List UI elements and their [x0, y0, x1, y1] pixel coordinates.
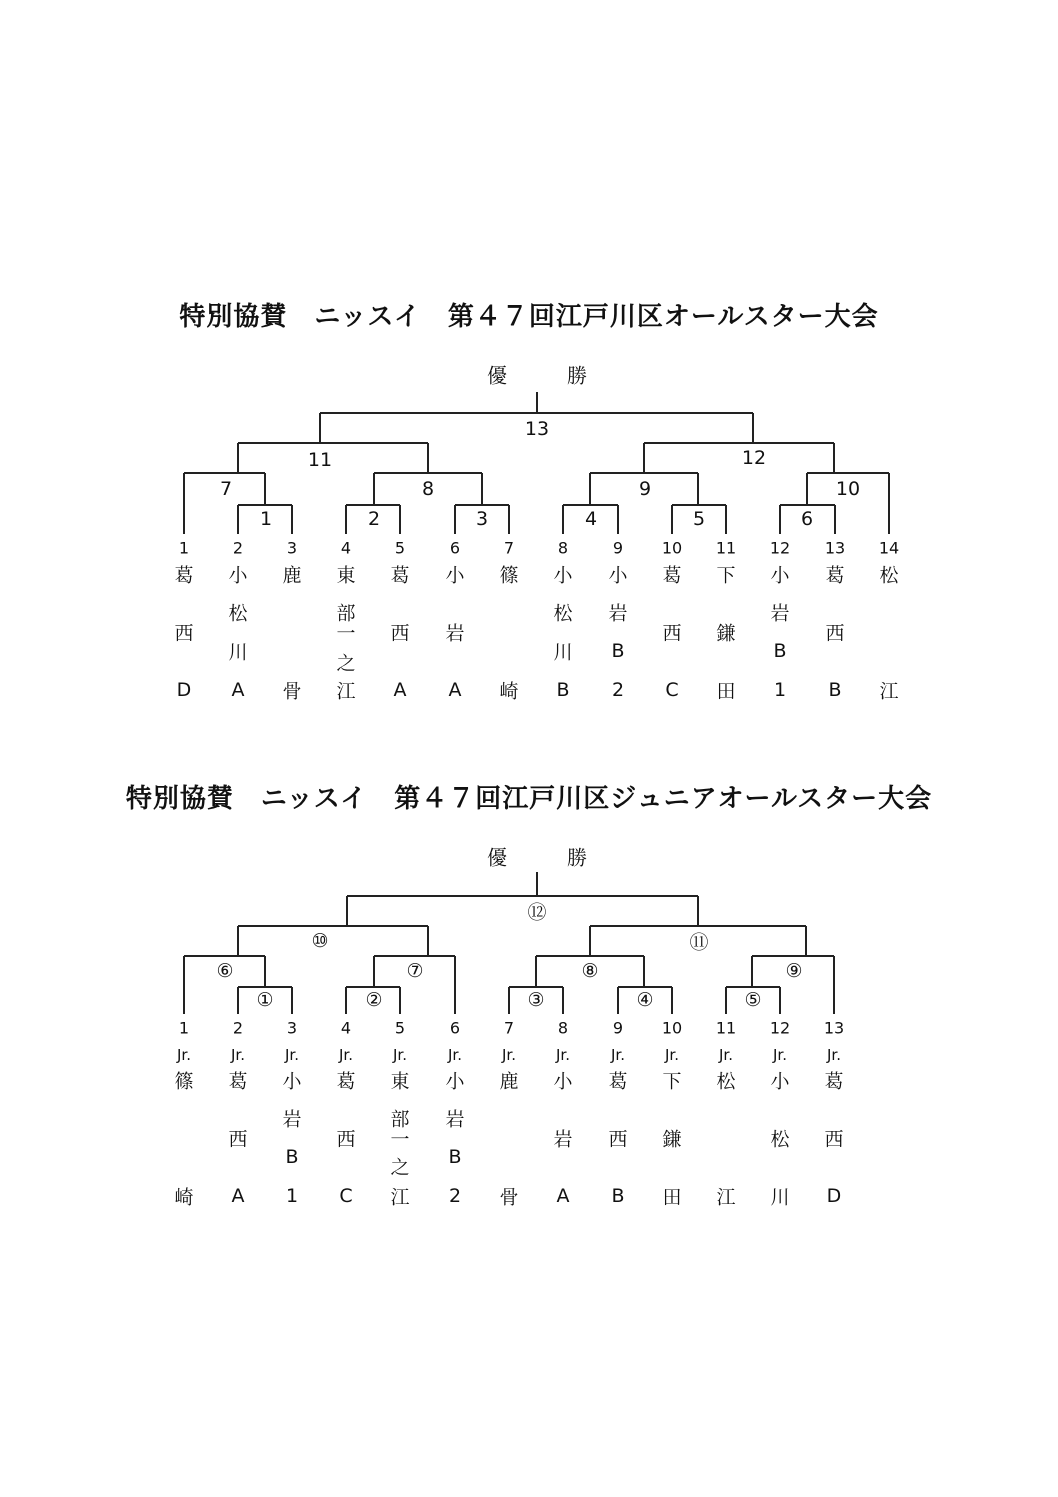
team-name-char: 鎌	[662, 1128, 682, 1151]
team-name-char: 川	[228, 641, 248, 664]
team-name-char: A	[393, 679, 407, 701]
team-jr-prefix: Jr.	[231, 1046, 245, 1064]
team-name-char: A	[448, 679, 462, 701]
match-number: ⑦	[406, 960, 424, 982]
team-name-char: 西	[662, 622, 682, 645]
team-seed-number: 6	[449, 538, 461, 558]
team-name-char: 松	[716, 1070, 736, 1093]
team-seed-number: 4	[340, 538, 352, 558]
team-name-char: B	[556, 679, 570, 701]
team-name-char: 2	[611, 679, 625, 701]
match-number: 3	[475, 508, 489, 530]
team-name-char: 東	[336, 564, 356, 587]
match-number: ①	[256, 989, 274, 1011]
team-name-char: 一	[336, 622, 356, 645]
team-name-char: 1	[773, 679, 787, 701]
team-name-char: B	[448, 1146, 462, 1168]
team-seed-number: 6	[449, 1018, 461, 1038]
team-name-char: 田	[716, 680, 736, 703]
team-name-char: 西	[228, 1128, 248, 1151]
team-name-char: 葛	[824, 1070, 844, 1093]
team-name-char: 西	[336, 1128, 356, 1151]
senior-tournament-title: 特別協賛 ニッスイ 第４７回江戸川区オールスター大会	[179, 302, 879, 332]
match-number: 11	[307, 449, 333, 471]
match-number: ②	[365, 989, 383, 1011]
team-jr-prefix: Jr.	[339, 1046, 353, 1064]
team-name-char: 葛	[825, 564, 845, 587]
team-name-char: 一	[390, 1128, 410, 1151]
team-name-char: A	[231, 1185, 245, 1207]
team-name-char: B	[611, 640, 625, 662]
match-number: ⑧	[581, 960, 599, 982]
match-number: 7	[219, 478, 233, 500]
team-seed-number: 8	[557, 1018, 569, 1038]
team-jr-prefix: Jr.	[393, 1046, 407, 1064]
team-name-char: 西	[824, 1128, 844, 1151]
team-name-char: 江	[390, 1186, 410, 1209]
team-seed-number: 10	[661, 538, 683, 558]
team-name-char: 岩	[770, 602, 790, 625]
team-name-char: 小	[445, 564, 465, 587]
team-name-char: D	[826, 1185, 842, 1207]
team-name-char: 西	[390, 622, 410, 645]
team-jr-prefix: Jr.	[665, 1046, 679, 1064]
team-jr-prefix: Jr.	[177, 1046, 191, 1064]
team-name-char: 部	[336, 602, 356, 625]
match-number: ⑥	[216, 960, 234, 982]
team-name-char: 骨	[282, 680, 302, 703]
winner-label-right: 勝	[567, 845, 587, 870]
team-name-char: 小	[608, 564, 628, 587]
team-name-char: B	[828, 679, 842, 701]
team-seed-number: 13	[824, 538, 846, 558]
team-name-char: 小	[553, 1070, 573, 1093]
team-name-char: 鎌	[716, 622, 736, 645]
team-name-char: A	[231, 679, 245, 701]
team-name-char: 川	[770, 1186, 790, 1209]
team-name-char: 松	[879, 564, 899, 587]
team-name-char: 川	[553, 641, 573, 664]
match-number: 4	[584, 508, 598, 530]
team-name-char: C	[665, 679, 679, 701]
team-name-char: 葛	[174, 564, 194, 587]
team-seed-number: 9	[612, 538, 624, 558]
team-seed-number: 8	[557, 538, 569, 558]
team-name-char: 篠	[174, 1070, 194, 1093]
team-name-char: 田	[662, 1186, 682, 1209]
team-name-char: 骨	[499, 1186, 519, 1209]
team-name-char: C	[339, 1185, 353, 1207]
team-seed-number: 13	[823, 1018, 845, 1038]
team-jr-prefix: Jr.	[611, 1046, 625, 1064]
team-name-char: 葛	[336, 1070, 356, 1093]
match-number: 10	[835, 478, 861, 500]
team-seed-number: 3	[286, 1018, 298, 1038]
match-number: ⑩	[311, 930, 329, 952]
team-name-char: 葛	[228, 1070, 248, 1093]
match-number: ③	[527, 989, 545, 1011]
team-jr-prefix: Jr.	[556, 1046, 570, 1064]
match-number: 8	[421, 478, 435, 500]
team-seed-number: 14	[878, 538, 900, 558]
team-jr-prefix: Jr.	[719, 1046, 733, 1064]
team-name-char: 松	[553, 602, 573, 625]
team-name-char: 小	[228, 564, 248, 587]
team-name-char: 岩	[445, 1108, 465, 1131]
match-number: ⑪	[689, 931, 709, 954]
team-seed-number: 1	[178, 538, 190, 558]
team-jr-prefix: Jr.	[827, 1046, 841, 1064]
team-name-char: 松	[770, 1128, 790, 1151]
match-number: 5	[692, 508, 706, 530]
team-name-char: D	[176, 679, 192, 701]
team-name-char: 西	[174, 622, 194, 645]
team-name-char: 部	[390, 1108, 410, 1131]
team-name-char: 下	[662, 1070, 682, 1093]
team-name-char: 小	[282, 1070, 302, 1093]
match-number: ④	[636, 989, 654, 1011]
team-seed-number: 5	[394, 1018, 406, 1038]
team-seed-number: 5	[394, 538, 406, 558]
team-name-char: 岩	[553, 1128, 573, 1151]
match-number: 6	[800, 508, 814, 530]
team-name-char: 東	[390, 1070, 410, 1093]
winner-label-left: 優	[487, 845, 507, 870]
team-name-char: 江	[336, 680, 356, 703]
team-jr-prefix: Jr.	[448, 1046, 462, 1064]
team-seed-number: 11	[715, 1018, 737, 1038]
winner-label-left: 優	[487, 363, 507, 388]
team-seed-number: 2	[232, 538, 244, 558]
team-name-char: 岩	[282, 1108, 302, 1131]
team-seed-number: 4	[340, 1018, 352, 1038]
team-seed-number: 12	[769, 1018, 791, 1038]
team-name-char: B	[285, 1146, 299, 1168]
team-name-char: 小	[553, 564, 573, 587]
team-name-char: 江	[879, 680, 899, 703]
team-name-char: 西	[608, 1128, 628, 1151]
winner-label-right: 勝	[567, 363, 587, 388]
team-name-char: 岩	[608, 602, 628, 625]
match-number: 2	[367, 508, 381, 530]
match-number: ⑫	[527, 901, 547, 924]
team-name-char: 篠	[499, 564, 519, 587]
team-name-char: B	[773, 640, 787, 662]
team-name-char: 之	[390, 1156, 410, 1179]
team-seed-number: 1	[178, 1018, 190, 1038]
team-seed-number: 7	[503, 538, 515, 558]
team-name-char: 1	[285, 1185, 299, 1207]
team-name-char: 岩	[445, 622, 465, 645]
team-name-char: A	[556, 1185, 570, 1207]
team-jr-prefix: Jr.	[773, 1046, 787, 1064]
team-name-char: 葛	[390, 564, 410, 587]
team-seed-number: 7	[503, 1018, 515, 1038]
junior-tournament-title: 特別協賛 ニッスイ 第４７回江戸川区ジュニアオールスター大会	[125, 784, 933, 814]
team-name-char: 葛	[662, 564, 682, 587]
match-number: 12	[741, 447, 767, 469]
team-seed-number: 11	[715, 538, 737, 558]
team-name-char: 西	[825, 622, 845, 645]
team-name-char: 2	[448, 1185, 462, 1207]
match-number: 13	[524, 418, 550, 440]
team-seed-number: 9	[612, 1018, 624, 1038]
team-seed-number: 12	[769, 538, 791, 558]
team-seed-number: 2	[232, 1018, 244, 1038]
team-name-char: 葛	[608, 1070, 628, 1093]
team-jr-prefix: Jr.	[285, 1046, 299, 1064]
team-name-char: 松	[228, 602, 248, 625]
team-name-char: 鹿	[499, 1070, 519, 1093]
team-name-char: 小	[770, 564, 790, 587]
team-name-char: 江	[716, 1186, 736, 1209]
team-name-char: 崎	[174, 1186, 194, 1209]
team-jr-prefix: Jr.	[502, 1046, 516, 1064]
team-name-char: 崎	[499, 680, 519, 703]
team-name-char: 鹿	[282, 564, 302, 587]
match-number: ⑤	[744, 989, 762, 1011]
team-name-char: 之	[336, 652, 356, 675]
match-number: ⑨	[785, 960, 803, 982]
team-seed-number: 10	[661, 1018, 683, 1038]
match-number: 9	[638, 478, 652, 500]
match-number: 1	[259, 508, 273, 530]
team-name-char: 小	[445, 1070, 465, 1093]
team-seed-number: 3	[286, 538, 298, 558]
team-name-char: B	[611, 1185, 625, 1207]
team-name-char: 下	[716, 564, 736, 587]
team-name-char: 小	[770, 1070, 790, 1093]
